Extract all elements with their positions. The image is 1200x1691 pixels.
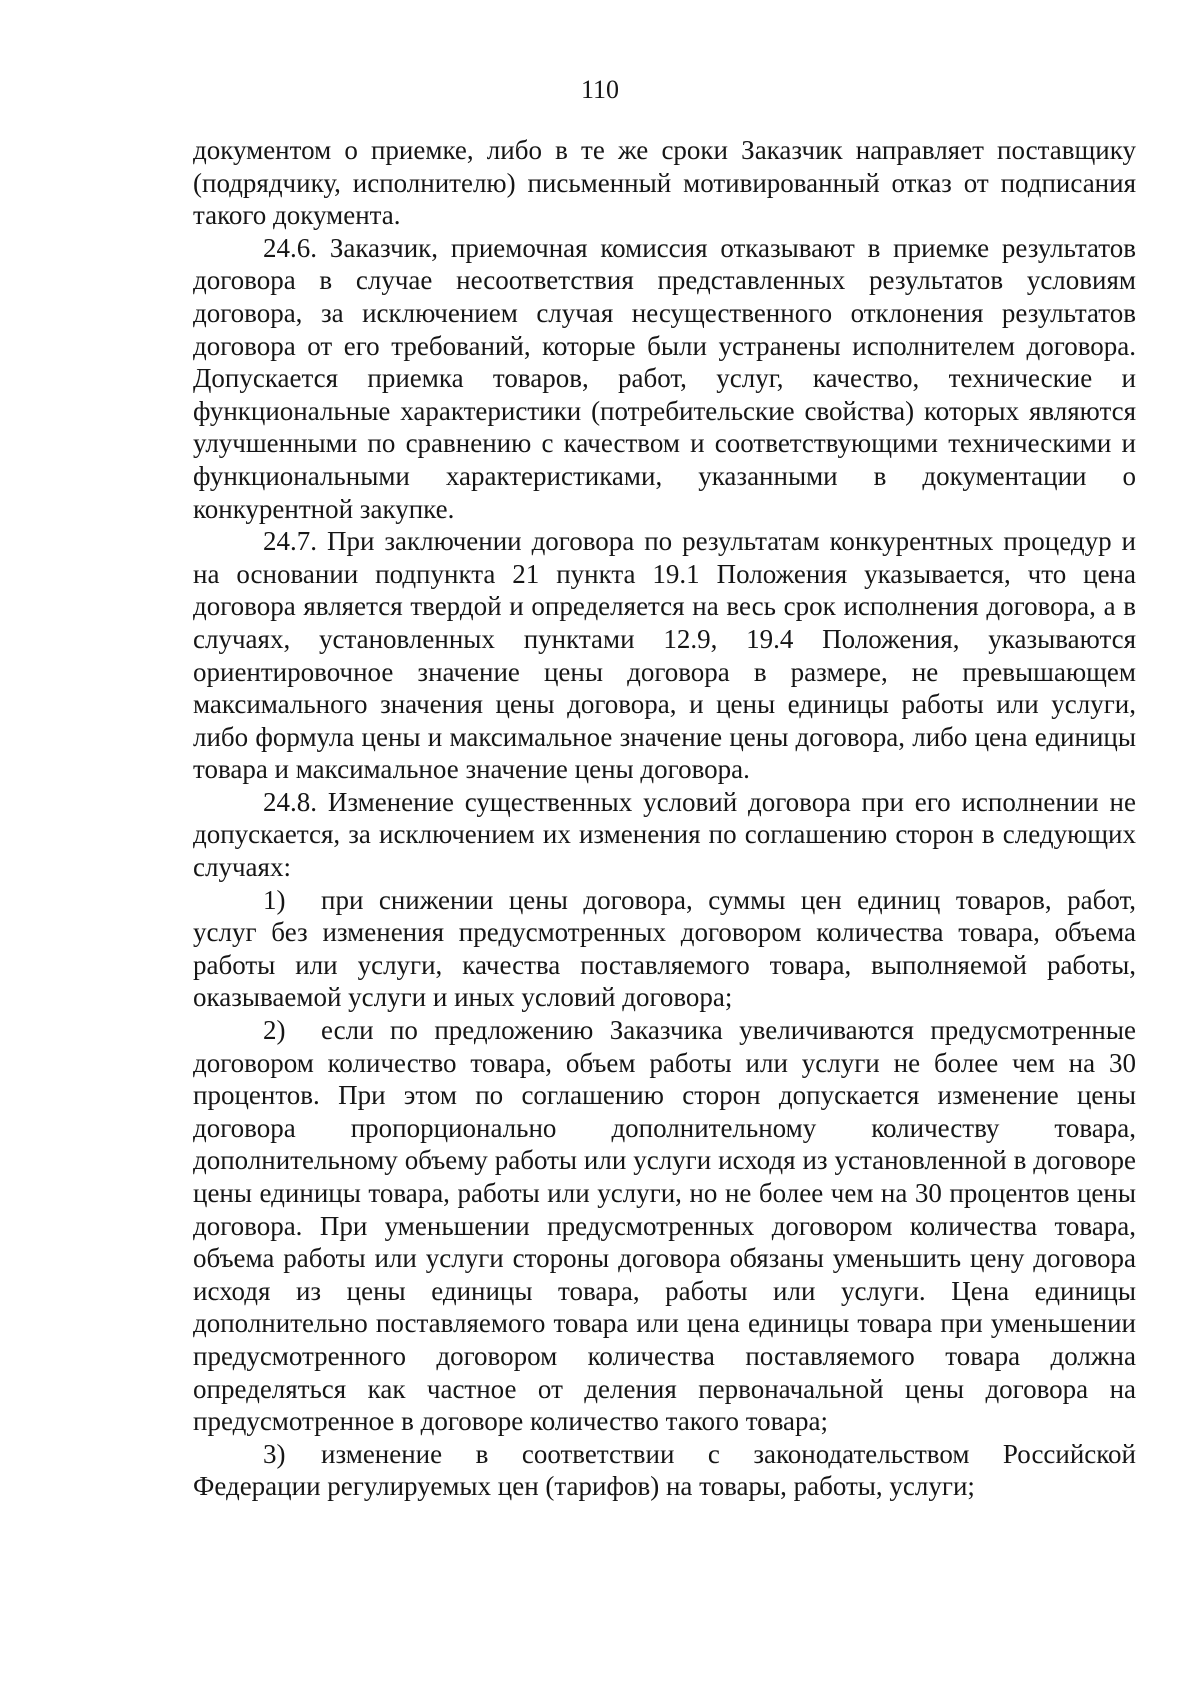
list-item-text: изменение в соответствии с законодательством Российской Федерации регулируемых цен (тарифов) на товары, работы, услуги; <box>193 1438 1136 1502</box>
list-item-3 <box>193 1438 1136 1503</box>
paragraph-24-7 <box>193 525 1136 786</box>
paragraph-text: При заключении договора по результатам конкурентных процедур и на основании подпункта 21 пункта 19.1 Положения указывается, что цена договора является твердой и определяется на весь срок исполнения договора, а в случаях, установленных пунктами 12.9, 19.4 Положения, указываются ориентировочное значение цены договора в размере, не превышающем максимального значения цены договора, и цены единицы работы или услуги, либо формула цены и максимальное значение цены договора, либо цена единицы товара и максимальное значение цены договора. <box>193 526 1136 785</box>
paragraph-continuation <box>193 134 1136 232</box>
list-item-1 <box>193 884 1136 1014</box>
list-item-2 <box>193 1014 1136 1438</box>
list-item-text: если по предложению Заказчика увеличиваются предусмотренные договором количество товара, объем работы или услуги не более чем на 30 процентов. При этом по соглашению сторон допускается изменение цены договора пропорционально дополнительному количеству товара, дополнительному объему работы или услуги исходя из установленной в договоре цены единицы товара, работы или услуги, но не более чем на 30 процентов цены договора. При уменьшении предусмотренных договором количества товара, объема работы или услуги стороны договора обязаны уменьшить цену договора исходя из цены единицы товара, работы или услуги. Цена единицы дополнительно поставляемого товара или цена единицы товара при уменьшении предусмотренного договором количества поставляемого товара должна определяться как частное от деления первоначальной цены договора на предусмотренное в договоре количество такого товара; <box>193 1015 1136 1437</box>
paragraph-number: 24.6. <box>263 232 317 263</box>
paragraph-24-6 <box>193 232 1136 525</box>
paragraph-text: документом о приемке, либо в те же сроки Заказчик направляет поставщику (подрядчику, исполнителю) письменный мотивированный отказ от подписания такого документа. <box>193 135 1136 231</box>
paragraph-number: 24.7. <box>263 526 317 557</box>
list-item-number: 2) <box>263 1015 286 1046</box>
document-body <box>193 134 1136 1503</box>
paragraph-24-8 <box>193 786 1136 884</box>
paragraph-text: Изменение существенных условий договора при его исполнении не допускается, за исключением их изменения по соглашению сторон в следующих случаях: <box>193 786 1136 883</box>
list-item-number: 3) <box>263 1438 286 1469</box>
list-item-text: при снижении цены договора, суммы цен единиц товаров, работ, услуг без изменения предусмотренных договором количества товара, объема работы или услуги, качества поставляемого товара, выполняемой работы, оказываемой услуги и иных условий договора; <box>193 884 1136 1013</box>
paragraph-number: 24.8. <box>263 786 317 817</box>
page-number: 110 <box>580 75 620 104</box>
list-item-number: 1) <box>263 884 286 915</box>
paragraph-text: Заказчик, приемочная комиссия отказывают в приемке результатов договора в случае несоответствия представленных результатов условиям договора, за исключением случая несущественного отклонения результатов договора от его требований, которые были устранены исполнителем договора. Допускается приемка товаров, работ, услуг, качество, технические и функциональные характеристики (потребительские свойства) которых являются улучшенными по сравнению с качеством и соответствующими техническими и функциональными характеристиками, указанными в документации о конкурентной закупке. <box>193 232 1136 524</box>
